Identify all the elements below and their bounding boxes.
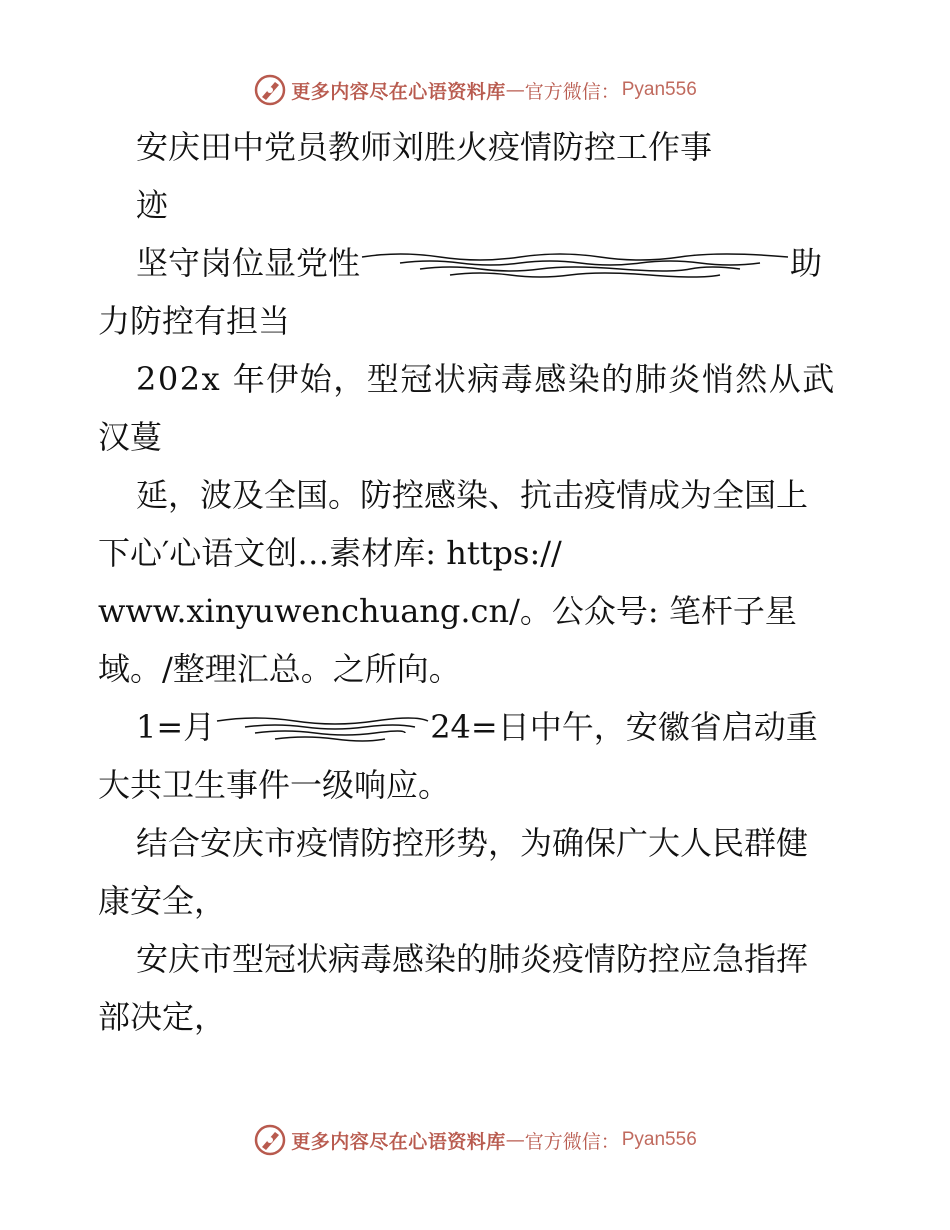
paragraph-1-line-1: 202x 年伊始，型冠状病毒感染的肺炎悄然从武 xyxy=(136,360,836,398)
wave-decoration-icon xyxy=(215,713,430,747)
paragraph-2-line-3: www.xinyuwenchuang.cn/。公众号: 笔杆子星 xyxy=(98,592,797,630)
title-line-1: 安庆田中党员教师刘胜火疫情防控工作事 xyxy=(136,128,713,166)
banner-separator: — xyxy=(505,79,525,101)
banner-wechat-id: Pyan556 xyxy=(621,79,697,100)
logo-icon xyxy=(253,1123,287,1157)
paragraph-2-line-1: 延，波及全国。防控感染、抗击疫情成为全国上 xyxy=(136,476,809,514)
paragraph-2-line-2: 下心′心语文创…素材库: https:// xyxy=(98,534,562,572)
header-banner xyxy=(0,70,950,110)
banner-text: 更多内容尽在心语资料库 xyxy=(291,1130,506,1153)
banner-wechat-id: Pyan556 xyxy=(621,1129,697,1150)
paragraph-4-line-1: 结合安庆市疫情防控形势，为确保广大人民群健 xyxy=(136,824,809,862)
subtitle-part-1: 坚守岗位显党性 xyxy=(136,244,361,282)
paragraph-4-line-2: 康安全， xyxy=(98,882,227,920)
footer-banner xyxy=(0,1120,950,1160)
title-line-2: 迹 xyxy=(136,186,169,224)
subtitle-line-1 xyxy=(136,243,822,283)
wave-decoration-icon xyxy=(360,249,790,283)
banner-text: 更多内容尽在心语资料库 xyxy=(291,80,506,103)
paragraph-3-line-2: 大共卫生事件一级响应。 xyxy=(98,766,451,804)
paragraph-5-line-1: 安庆市型冠状病毒感染的肺炎疫情防控应急指挥 xyxy=(136,940,809,978)
subtitle-part-2: 助 xyxy=(790,244,823,282)
paragraph-5-line-2: 部决定， xyxy=(98,998,227,1036)
paragraph-3-part-2: 24=日中午，安徽省启动重 xyxy=(430,708,818,746)
logo-icon xyxy=(253,73,287,107)
subtitle-line-2: 力防控有担当 xyxy=(98,302,291,340)
paragraph-2-line-4: 域。/整理汇总。之所向。 xyxy=(98,650,461,688)
paragraph-3-part-1: 1=月 xyxy=(136,708,216,746)
banner-wechat-label: 官方微信： xyxy=(524,80,620,103)
paragraph-1-line-2: 汉蔓 xyxy=(98,418,163,456)
paragraph-3-line-1 xyxy=(136,707,818,747)
banner-wechat-label: 官方微信： xyxy=(524,1130,620,1153)
banner-separator: — xyxy=(505,1129,525,1151)
